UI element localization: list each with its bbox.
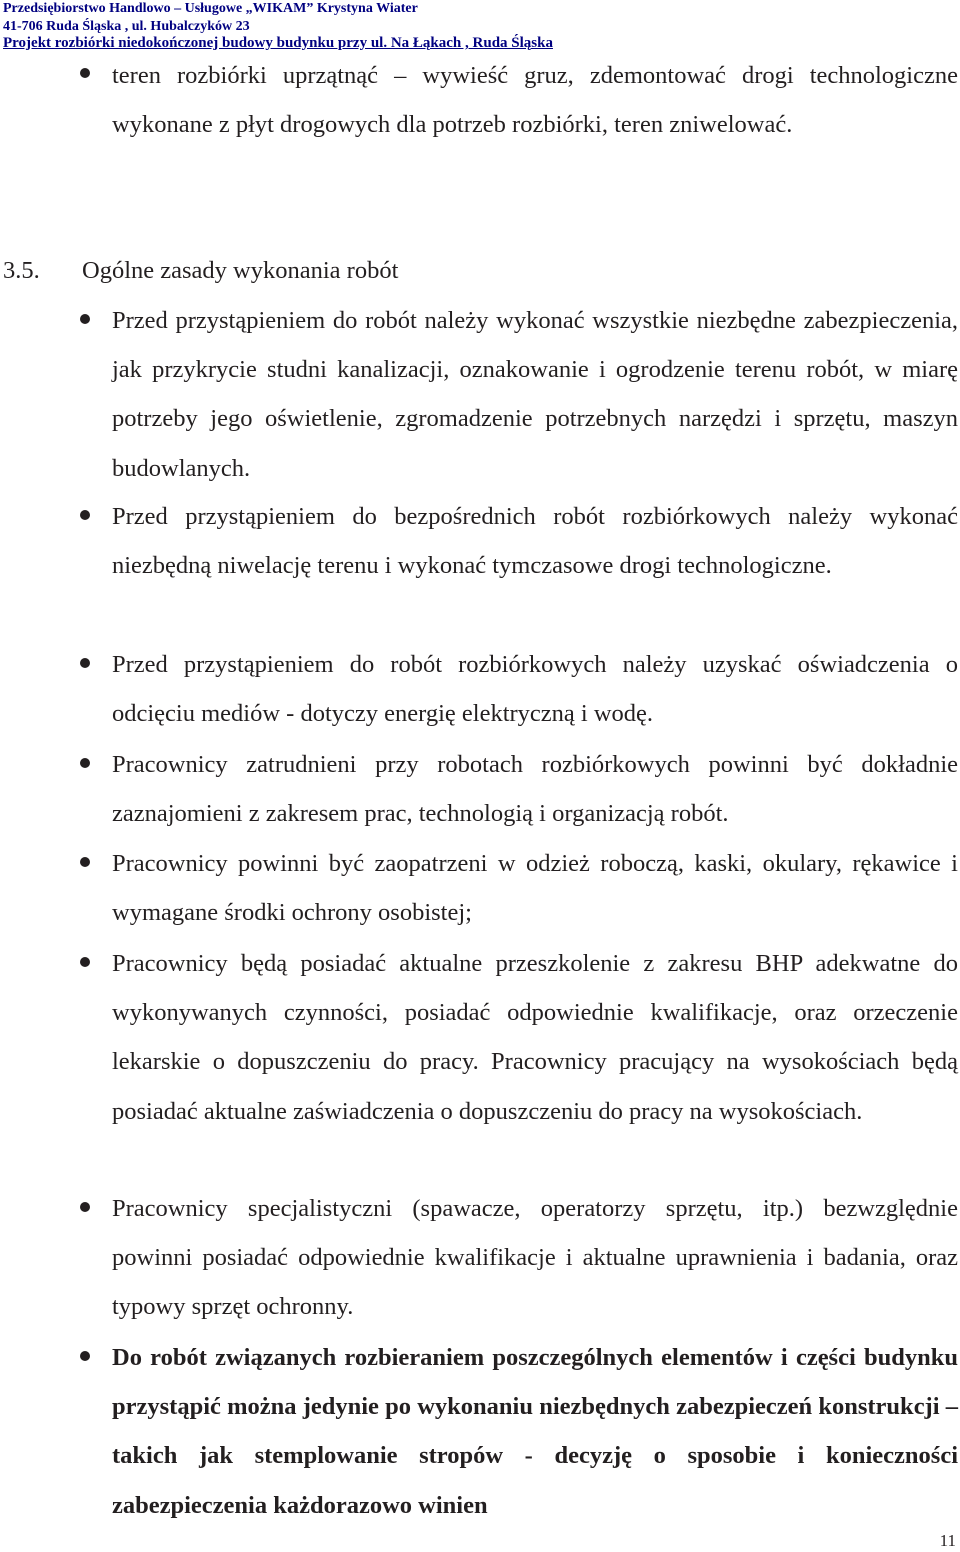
page-number: 11 (939, 1531, 956, 1550)
bullet-icon (80, 68, 90, 78)
list-item-bold: Do robót związanych rozbieraniem poszczególnych elementów i części budynku przystąpić można jedynie po wykonaniu niezbędnych zabezpieczeń konstrukcji – takich jak stemplowanie stropów - decyzję o sposobie i konieczności zabezpieczenia każdorazowo winien (112, 1344, 958, 1519)
list-item: Przed przystąpieniem do robót rozbiórkowych należy uzyskać oświadczenia o odcięciu mediów - dotyczy energię elektryczną i wodę. (112, 651, 958, 728)
bullet-icon (80, 957, 90, 967)
bullet-icon (80, 314, 90, 324)
bullet-icon (80, 658, 90, 668)
document-header (3, 0, 553, 53)
list-item: Pracownicy powinni być zaopatrzeni w odzież roboczą, kaski, okulary, rękawice i wymagane środki ochrony osobistej; (112, 850, 958, 927)
header-address: 41-706 Ruda Śląska , ul. Hubalczyków 23 (3, 18, 250, 34)
bullet-icon (80, 1202, 90, 1212)
list-item: Pracownicy specjalistyczni (spawacze, operatorzy sprzętu, itp.) bezwzględnie powinni posiadać odpowiednie kwalifikacje i aktualne uprawnienia i badania, oraz typowy sprzęt ochronny. (112, 1195, 958, 1321)
bullet-icon (80, 758, 90, 768)
section-number: 3.5. (3, 257, 40, 284)
header-project-title: Projekt rozbiórki niedokończonej budowy budynku przy ul. Na Łąkach , Ruda Śląska (3, 35, 553, 51)
header-company: Przedsiębiorstwo Handlowo – Usługowe „WIKAM” Krystyna Wiater (3, 1, 418, 16)
list-item: Pracownicy będą posiadać aktualne przeszkolenie z zakresu BHP adekwatne do wykonywanych czynności, posiadać odpowiednie kwalifikacje, oraz orzeczenie lekarskie o dopuszczeniu do pracy. Pracownicy pracujący na wysokościach będą posiadać aktualne zaświadczenia o dopuszczeniu do pracy na wysokościach. (112, 950, 958, 1125)
bullet-icon (80, 510, 90, 520)
list-item: Przed przystąpieniem do robót należy wykonać wszystkie niezbędne zabezpieczenia, jak przykrycie studni kanalizacji, oznakowanie i ogrodzenie terenu robót, w miarę potrzeby jego oświetlenie, zgromadzenie potrzebnych narzędzi i sprzętu, maszyn budowlanych. (112, 307, 958, 482)
list-item: Przed przystąpieniem do bezpośrednich robót rozbiórkowych należy wykonać niezbędną niwelację terenu i wykonać tymczasowe drogi technologiczne. (112, 503, 958, 580)
list-item: Pracownicy zatrudnieni przy robotach rozbiórkowych powinni być dokładnie zaznajomieni z zakresem prac, technologią i organizacją robót. (112, 751, 958, 828)
bullet-icon (80, 857, 90, 867)
bullet-icon (80, 1351, 90, 1361)
list-item: teren rozbiórki uprzątnąć – wywieść gruz, zdemontować drogi technologiczne wykonane z płyt drogowych dla potrzeb rozbiórki, teren zniwelować. (112, 62, 958, 139)
section-title: Ogólne zasady wykonania robót (82, 257, 399, 284)
